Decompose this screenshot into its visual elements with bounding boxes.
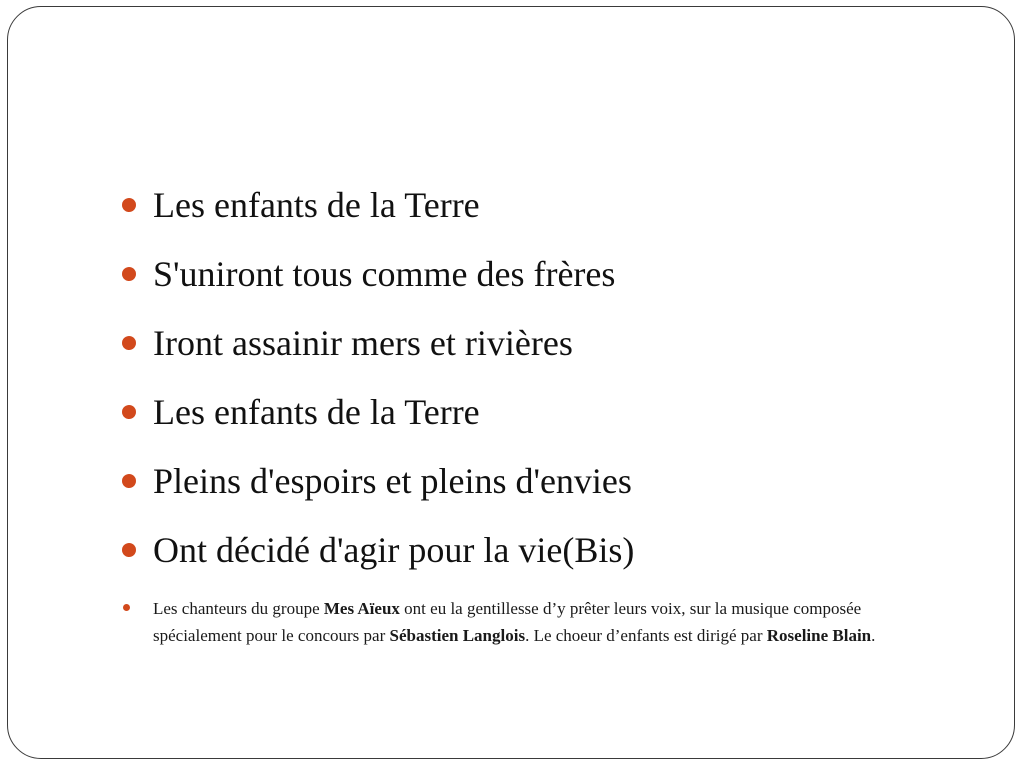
lyric-text: Ont décidé d'agir pour la vie(Bis)	[153, 530, 635, 570]
bullet-icon	[123, 604, 130, 611]
director-name: Roseline Blain	[766, 626, 872, 645]
lyric-line-5	[120, 453, 980, 522]
lyric-text: Les enfants de la Terre	[153, 185, 480, 225]
credits-note	[120, 595, 953, 649]
credits-text-4: .	[871, 626, 876, 645]
lyric-text: Pleins d'espoirs et pleins d'envies	[153, 461, 632, 501]
credits-text-3: . Le choeur d’enfants est dirigé par	[525, 626, 767, 645]
bullet-icon	[122, 474, 136, 488]
lyric-text: Les enfants de la Terre	[153, 392, 480, 432]
slide-frame	[7, 6, 1015, 759]
credits-text-1: Les chanteurs du groupe	[153, 599, 324, 618]
composer-name: Sébastien Langlois	[389, 626, 526, 645]
bullet-icon	[122, 267, 136, 281]
slide-content	[120, 177, 980, 649]
lyric-text: Iront assainir mers et rivières	[153, 323, 573, 363]
lyric-line-3	[120, 315, 980, 384]
lyric-line-4	[120, 384, 980, 453]
group-name: Mes Aïeux	[323, 599, 400, 618]
bullet-icon	[122, 543, 136, 557]
bullet-icon	[122, 198, 136, 212]
bullet-icon	[122, 405, 136, 419]
lyric-line-2	[120, 246, 980, 315]
lyric-line-1	[120, 177, 980, 246]
bullet-icon	[122, 336, 136, 350]
lyric-text: S'uniront tous comme des frères	[153, 254, 616, 294]
lyric-line-6	[120, 522, 980, 591]
credits-text-2: ont eu la gentillesse d’y prêter leurs voix, sur la musique composée spécialement pour le concours par	[153, 599, 862, 645]
